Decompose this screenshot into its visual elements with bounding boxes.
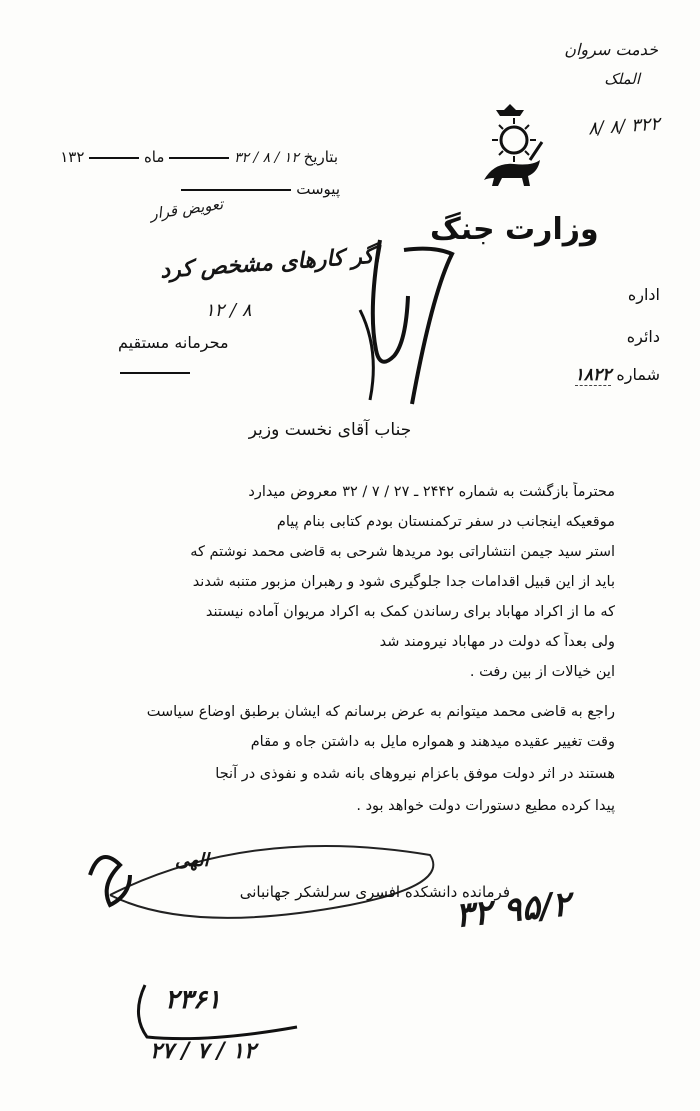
body-line-8: راجع به قاضی محمد میتوانم به عرض برسانم که ایشان برطبق اوضاع سیاست	[146, 704, 615, 720]
signature-handwriting: الهی	[175, 850, 209, 871]
body-line-6: ولی بعداً که دولت در مهاباد نیرومند شد	[379, 634, 615, 650]
lion-and-sun-emblem-icon	[470, 100, 550, 190]
signer-title: فرمانده دانشکده افسری سرلشکر جهانبانی	[239, 883, 510, 901]
body-line-5: که ما از اکراد مهاباد برای رساندن کمک به اکراد مریوان آماده نیستند	[205, 604, 615, 620]
bottom-right-handwritten-number: ۳۲ ۹۵/۲	[453, 884, 573, 936]
registration-number: ۲۳۶۱	[165, 985, 221, 1015]
attachment-label: پیوست	[296, 180, 340, 198]
top-right-date: ۸/ ۸/ ۳۲۲	[587, 113, 661, 140]
confidential-underline	[120, 372, 190, 374]
body-line-7: این خیالات از بین رفت .	[469, 664, 615, 680]
body-line-9: وقت تغییر عقیده میدهند و همواره مایل به داشتن جاه و مقام	[250, 734, 615, 750]
registration-date: ۲۷ / ۷ / ۱۲	[150, 1038, 256, 1064]
body-line-3: استر سید جیمن انتشاراتی بود مریدها شرحی به قاضی محمد نوشتم که	[190, 544, 615, 560]
department-label: دائره	[626, 327, 660, 346]
month-label: ماه	[143, 148, 165, 166]
body-line-10: هستند در اثر دولت موفق باعزام نیروهای بانه شده و نفوذی در آنجا	[215, 766, 615, 782]
department-field	[460, 327, 660, 346]
number-value: ۱۸۲۲	[574, 365, 612, 385]
body-line-1: محترماً بازگشت به شماره ۲۴۴۲ ـ ۲۷ / ۷ / ۳۲ معروض میدارد	[248, 484, 615, 500]
top-right-note-1: خدمت سروان	[564, 40, 658, 59]
number-field	[460, 365, 660, 385]
left-handwritten-note-3: ۱۲ / ۸	[205, 300, 252, 321]
margin-scribble-icon	[340, 220, 460, 410]
signature-oval-icon	[80, 825, 440, 935]
date-value: ۱۲ / ۸ / ۳۲	[233, 150, 299, 166]
office-field	[460, 285, 660, 304]
addressee: جناب آقای نخست وزیر	[248, 420, 412, 440]
top-right-note-2: الملک	[604, 70, 640, 88]
body-line-11: پیدا کرده مطیع دستورات دولت خواهد بود .	[356, 798, 615, 814]
date-label: بتاریخ	[303, 148, 338, 166]
left-handwritten-note-2: اگر کارهای مشخص کرد	[159, 242, 381, 284]
body-line-4: باید از این قبیل اقدامات جدا جلوگیری شود و رهبران مزبور متنبه شدند	[192, 574, 615, 590]
year-suffix: ۱۳۲	[60, 148, 85, 166]
ministry-title: وزارت جنگ	[430, 212, 599, 247]
attachment-field	[150, 180, 340, 198]
confidential-label: محرمانه مستقیم	[118, 333, 229, 352]
date-field	[38, 148, 338, 166]
office-label: اداره	[627, 285, 660, 304]
number-label: شماره	[616, 365, 660, 384]
body-line-2: موقعیکه اینجانب در سفر ترکمنستان بودم کتابی بنام پیام	[276, 514, 615, 530]
left-handwritten-note-1: تعویض قرار	[149, 194, 225, 224]
